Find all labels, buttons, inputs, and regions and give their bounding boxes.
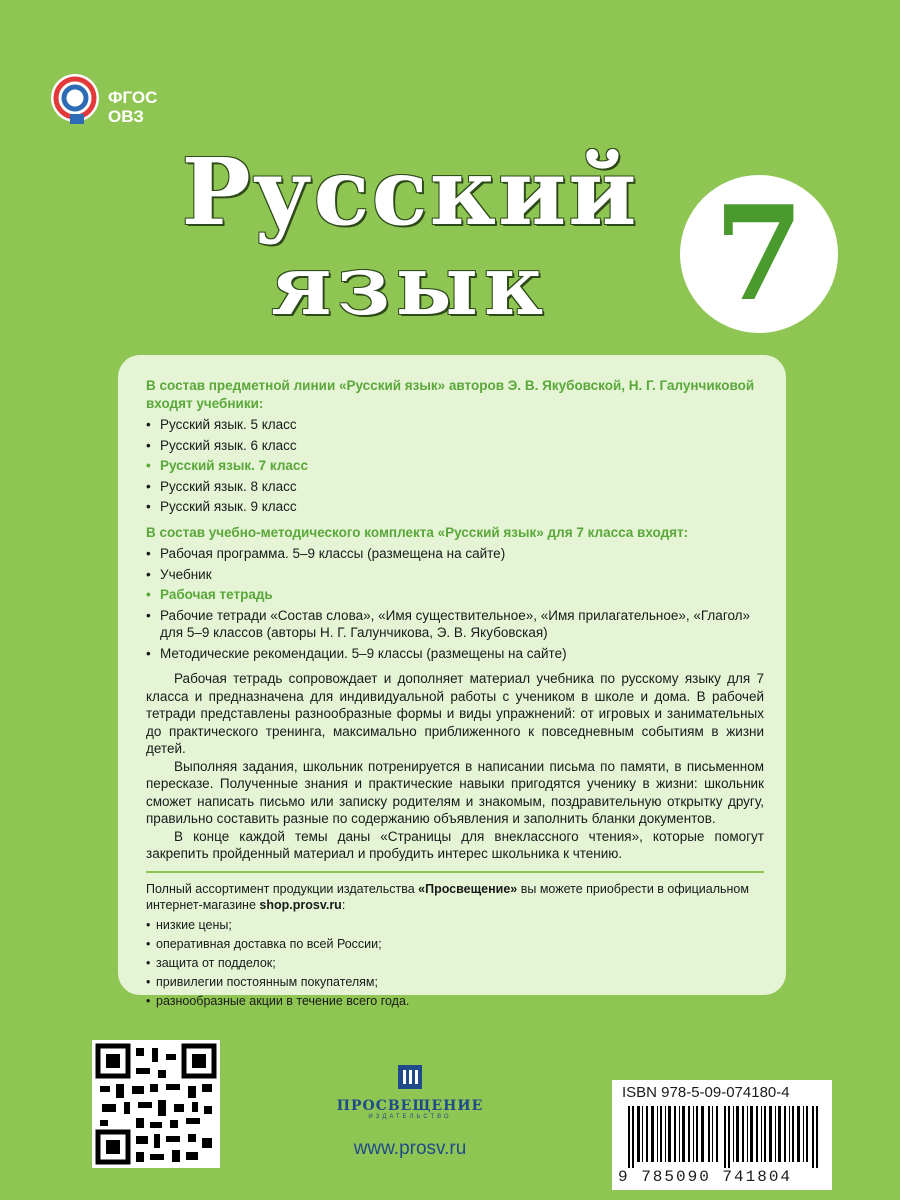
list-item: • привилегии постоянным покупателям; — [146, 974, 764, 990]
list-item: • Русский язык. 9 класс — [146, 498, 764, 516]
list-item: • защита от подделок; — [146, 955, 764, 971]
list-item: • Рабочая программа. 5–9 классы (размещена на сайте) — [146, 545, 764, 563]
list-item: • Русский язык. 8 класс — [146, 478, 764, 496]
shop-link[interactable]: shop.prosv.ru — [259, 897, 342, 912]
shop-intro-text-1: Полный ассортимент продукции издательства — [146, 881, 415, 896]
list-item: • Методические рекомендации. 5–9 классы (размещены на сайте) — [146, 645, 764, 663]
publisher-logo — [330, 1065, 490, 1175]
shop-intro-text-2: вы можете приобрести в официальном интернет-магазине — [146, 881, 749, 912]
list-item: • низкие цены; — [146, 917, 764, 933]
publisher-name: ПРОСВЕЩЕНИЕ — [336, 1098, 484, 1114]
description-paragraph: Выполняя задания, школьник потренируется в написании письма по памяти, в письменном пересказе. Полученные знания и практические навыки пригодятся ученику в жизни: школьник сможет написать письмо или записку родителям и знакомым, поздравительную открытку другу, правильно составить разные по содержанию объявления и заполнить бланки документов. — [146, 758, 764, 826]
isbn-label: ISBN 978-5-09-074180-4 — [622, 1084, 790, 1101]
publisher-subtitle: ИЗДАТЕЛЬСТВО — [368, 1114, 452, 1120]
grade-badge: 7 — [680, 175, 838, 333]
barcode-digits: 9 785090 741804 — [618, 1168, 793, 1186]
divider — [146, 871, 764, 873]
series-list — [146, 416, 764, 516]
title-line-2: язык — [270, 238, 550, 334]
list-item: • оперативная доставка по всей России; — [146, 936, 764, 952]
fgos-label: ФГОС — [108, 88, 158, 107]
isbn-block — [612, 1080, 832, 1190]
list-item: • Рабочие тетради «Состав слова», «Имя существительное», «Имя прилагательное», «Глагол» для 5–9 классов (авторы Н. Г. Галунчикова, Э. В. Якубовская) — [146, 607, 764, 642]
publisher-url[interactable]: www.prosv.ru — [353, 1138, 467, 1159]
list-item: • Учебник — [146, 566, 764, 584]
series-heading: В состав предметной линии «Русский язык» авторов Э. В. Якубовской, Н. Г. Галунчиковой входят учебники: — [146, 378, 755, 411]
kit-list — [146, 545, 764, 662]
title-line-1: Русский — [181, 138, 639, 246]
description-paragraph: В конце каждой темы даны «Страницы для внеклассного чтения», которые помогут закрепить пройденный материал и пробудить интерес школьника к чтению. — [146, 828, 764, 861]
qr-code-icon — [92, 1040, 220, 1168]
list-item-current: • Русский язык. 7 класс — [146, 457, 764, 475]
list-item-current: • Рабочая тетрадь — [146, 586, 764, 604]
ovz-label: ОВЗ — [108, 107, 144, 126]
list-item: • Русский язык. 5 класс — [146, 416, 764, 434]
publisher-emblem-icon — [398, 1065, 422, 1089]
description-paragraph: Рабочая тетрадь сопровождает и дополняет материал учебника по русскому языку для 7 класса и предназначена для индивидуальной работы с учеником в школе и дома. В рабочей тетради представлены разнообразные формы и виды упражнений: от игровых и занимательных до практического тренинга, максимально приближенного к повседневным событиям в жизни детей. — [146, 671, 764, 756]
qr-code[interactable] — [92, 1040, 220, 1168]
shop-colon: : — [341, 897, 346, 912]
shop-intro — [146, 881, 764, 913]
list-item: • разнообразные акции в течение всего года. — [146, 993, 764, 1009]
barcode-icon — [628, 1106, 828, 1168]
fgos-emblem-icon — [48, 68, 106, 130]
fgos-logo — [48, 68, 178, 130]
list-item: • Русский язык. 6 класс — [146, 437, 764, 455]
kit-heading: В состав учебно-методического комплекта «Русский язык» для 7 класса входят: — [146, 524, 689, 540]
info-panel — [118, 355, 786, 1008]
shop-brand: «Просвещение» — [418, 881, 518, 896]
shop-benefits-list — [146, 917, 764, 1009]
